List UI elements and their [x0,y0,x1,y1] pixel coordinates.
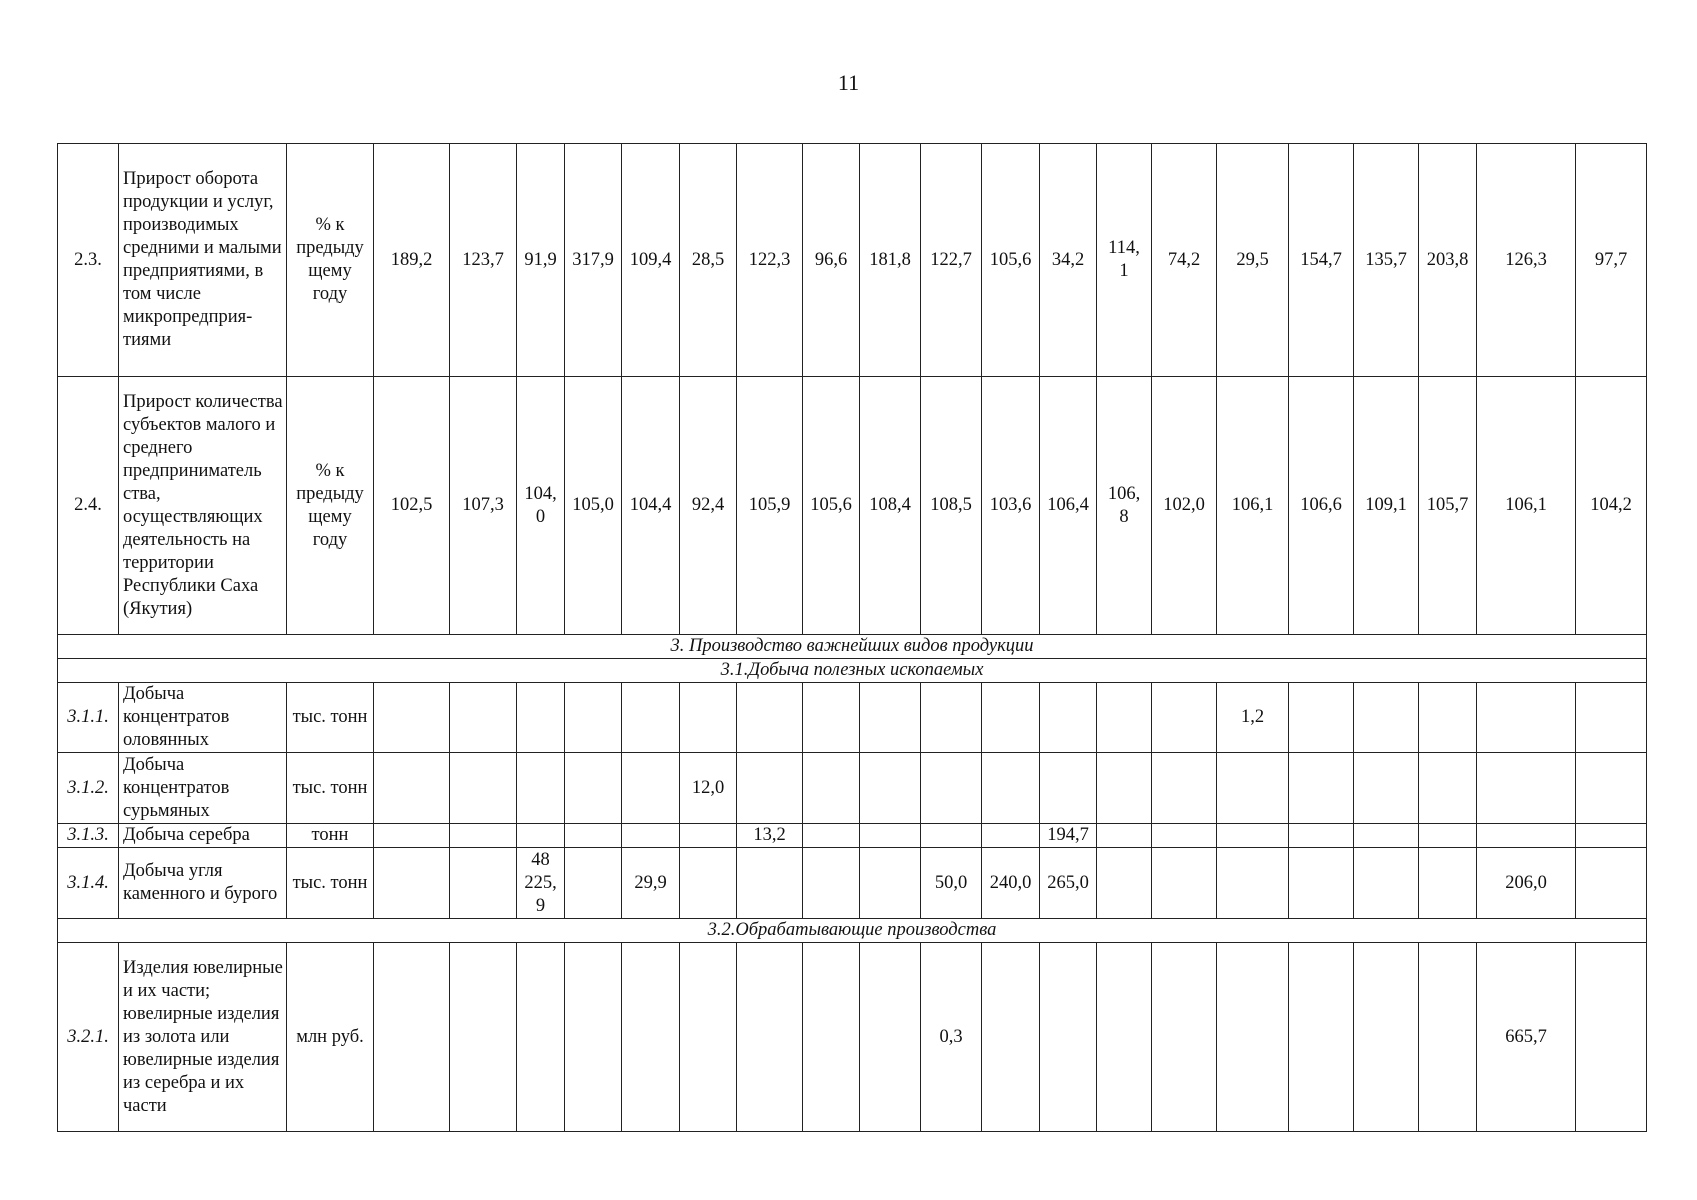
section-row [58,659,1647,683]
value-cell [1354,753,1419,824]
value-cell [921,824,982,848]
value-cell [860,848,921,919]
value-cell [1419,824,1477,848]
value-cell [737,848,803,919]
value-cell: 240,0 [982,848,1040,919]
value-cell: 107,3 [450,377,517,635]
value-cell [860,824,921,848]
value-cell: 105,6 [803,377,860,635]
value-cell [803,683,860,753]
value-cell [1576,753,1647,824]
value-cell: 665,7 [1477,943,1576,1132]
unit-cell: % к предыду щему году [287,144,374,377]
value-cell [1289,824,1354,848]
value-cell [1097,824,1152,848]
indicator-name: Добыча концентратов оловянных [119,683,287,753]
value-cell [982,753,1040,824]
value-cell [803,848,860,919]
value-cell [1217,848,1289,919]
value-cell [1477,824,1576,848]
value-cell [803,824,860,848]
value-cell: 105,7 [1419,377,1477,635]
value-cell [1097,943,1152,1132]
value-cell [921,683,982,753]
unit-cell: % к предыду щему году [287,377,374,635]
value-cell: 108,5 [921,377,982,635]
indicator-name: Добыча угля каменного и бурого [119,848,287,919]
value-cell: 154,7 [1289,144,1354,377]
table-row [58,943,1647,1132]
value-cell [1152,683,1217,753]
value-cell: 0,3 [921,943,982,1132]
value-cell: 123,7 [450,144,517,377]
value-cell [982,824,1040,848]
table-row [58,753,1647,824]
value-cell [1419,753,1477,824]
value-cell [737,943,803,1132]
value-cell [737,753,803,824]
page-number: 11 [837,70,860,95]
value-cell [1040,683,1097,753]
row-code: 3.1.1. [58,683,119,753]
indicator-name: Изделия ювелирные и их части; ювелирные изделия из золота или ювелирные изделия из серебра и их части [119,943,287,1132]
value-cell: 122,7 [921,144,982,377]
value-cell: 91,9 [517,144,565,377]
value-cell: 106,1 [1477,377,1576,635]
value-cell [1289,753,1354,824]
value-cell: 50,0 [921,848,982,919]
value-cell [374,943,450,1132]
value-cell [1354,683,1419,753]
value-cell [450,943,517,1132]
value-cell [860,943,921,1132]
value-cell [565,753,622,824]
section-heading: 3.2.Обрабатывающие производства [58,919,1647,943]
value-cell [680,848,737,919]
unit-cell: тыс. тонн [287,753,374,824]
value-cell [622,943,680,1132]
table-row [58,683,1647,753]
value-cell: 29,5 [1217,144,1289,377]
value-cell: 106,1 [1217,377,1289,635]
value-cell: 106, 8 [1097,377,1152,635]
row-code: 3.1.4. [58,848,119,919]
value-cell [374,683,450,753]
value-cell [1040,753,1097,824]
value-cell [860,683,921,753]
value-cell [374,753,450,824]
indicator-name: Прирост оборота продукции и услуг, производимых средними и малыми предприятиями, в том числе микропредприя-тиями [119,144,287,377]
value-cell: 109,1 [1354,377,1419,635]
value-cell [1354,824,1419,848]
value-cell [1097,683,1152,753]
value-cell [803,943,860,1132]
value-cell [1477,753,1576,824]
value-cell: 265,0 [1040,848,1097,919]
value-cell [1576,848,1647,919]
value-cell: 105,9 [737,377,803,635]
value-cell [517,683,565,753]
indicator-name: Прирост количества субъектов малого и среднего предприниматель ства, осуществляющих деятельность на территории Республики Саха (Якутия) [119,377,287,635]
section-heading: 3.1.Добыча полезных ископаемых [58,659,1647,683]
value-cell: 92,4 [680,377,737,635]
unit-cell: тыс. тонн [287,848,374,919]
value-cell: 28,5 [680,144,737,377]
value-cell: 74,2 [1152,144,1217,377]
value-cell [860,753,921,824]
value-cell [517,943,565,1132]
value-cell [1152,824,1217,848]
unit-cell: тыс. тонн [287,683,374,753]
value-cell [982,943,1040,1132]
value-cell [1152,848,1217,919]
value-cell [737,683,803,753]
value-cell [374,824,450,848]
value-cell [680,824,737,848]
value-cell: 104, 0 [517,377,565,635]
value-cell: 206,0 [1477,848,1576,919]
section-heading: 3. Производство важнейших видов продукции [58,635,1647,659]
value-cell: 317,9 [565,144,622,377]
unit-cell: тонн [287,824,374,848]
value-cell [1576,824,1647,848]
row-code: 3.1.3. [58,824,119,848]
value-cell: 108,4 [860,377,921,635]
unit-cell: млн руб. [287,943,374,1132]
value-cell [1097,753,1152,824]
value-cell: 34,2 [1040,144,1097,377]
value-cell: 203,8 [1419,144,1477,377]
value-cell [565,848,622,919]
value-cell: 114, 1 [1097,144,1152,377]
value-cell [1576,683,1647,753]
value-cell [622,824,680,848]
value-cell: 104,2 [1576,377,1647,635]
value-cell: 13,2 [737,824,803,848]
indicator-name: Добыча серебра [119,824,287,848]
table-row [58,848,1647,919]
value-cell: 105,6 [982,144,1040,377]
value-cell [921,753,982,824]
value-cell [680,943,737,1132]
row-code: 3.2.1. [58,943,119,1132]
table-row [58,377,1647,635]
row-code: 2.4. [58,377,119,635]
value-cell: 102,0 [1152,377,1217,635]
value-cell [450,753,517,824]
section-row [58,919,1647,943]
value-cell [1289,943,1354,1132]
value-cell [565,683,622,753]
value-cell: 102,5 [374,377,450,635]
indicator-table [57,143,1647,1132]
value-cell [1576,943,1647,1132]
value-cell: 109,4 [622,144,680,377]
value-cell [622,753,680,824]
value-cell: 1,2 [1217,683,1289,753]
value-cell [450,683,517,753]
value-cell [1152,753,1217,824]
value-cell: 103,6 [982,377,1040,635]
value-cell: 12,0 [680,753,737,824]
value-cell [1152,943,1217,1132]
value-cell [803,753,860,824]
value-cell: 122,3 [737,144,803,377]
value-cell [450,848,517,919]
value-cell: 106,4 [1040,377,1097,635]
value-cell [1097,848,1152,919]
row-code: 3.1.2. [58,753,119,824]
value-cell [1217,824,1289,848]
value-cell [1289,848,1354,919]
value-cell: 189,2 [374,144,450,377]
value-cell: 96,6 [803,144,860,377]
value-cell [680,683,737,753]
table-row [58,144,1647,377]
value-cell: 48 225, 9 [517,848,565,919]
value-cell: 106,6 [1289,377,1354,635]
value-cell [450,824,517,848]
value-cell [517,753,565,824]
value-cell [1477,683,1576,753]
value-cell: 181,8 [860,144,921,377]
value-cell [565,943,622,1132]
value-cell [374,848,450,919]
indicator-name: Добыча концентратов сурьмяных [119,753,287,824]
value-cell [1419,943,1477,1132]
value-cell [1217,943,1289,1132]
value-cell: 194,7 [1040,824,1097,848]
value-cell [1289,683,1354,753]
section-row [58,635,1647,659]
value-cell [1419,848,1477,919]
value-cell [982,683,1040,753]
value-cell [565,824,622,848]
value-cell: 29,9 [622,848,680,919]
table-row [58,824,1647,848]
value-cell: 97,7 [1576,144,1647,377]
value-cell [1354,943,1419,1132]
value-cell [622,683,680,753]
value-cell: 104,4 [622,377,680,635]
value-cell [517,824,565,848]
value-cell [1419,683,1477,753]
value-cell [1217,753,1289,824]
value-cell: 135,7 [1354,144,1419,377]
value-cell: 126,3 [1477,144,1576,377]
value-cell [1354,848,1419,919]
row-code: 2.3. [58,144,119,377]
value-cell [1040,943,1097,1132]
value-cell: 105,0 [565,377,622,635]
